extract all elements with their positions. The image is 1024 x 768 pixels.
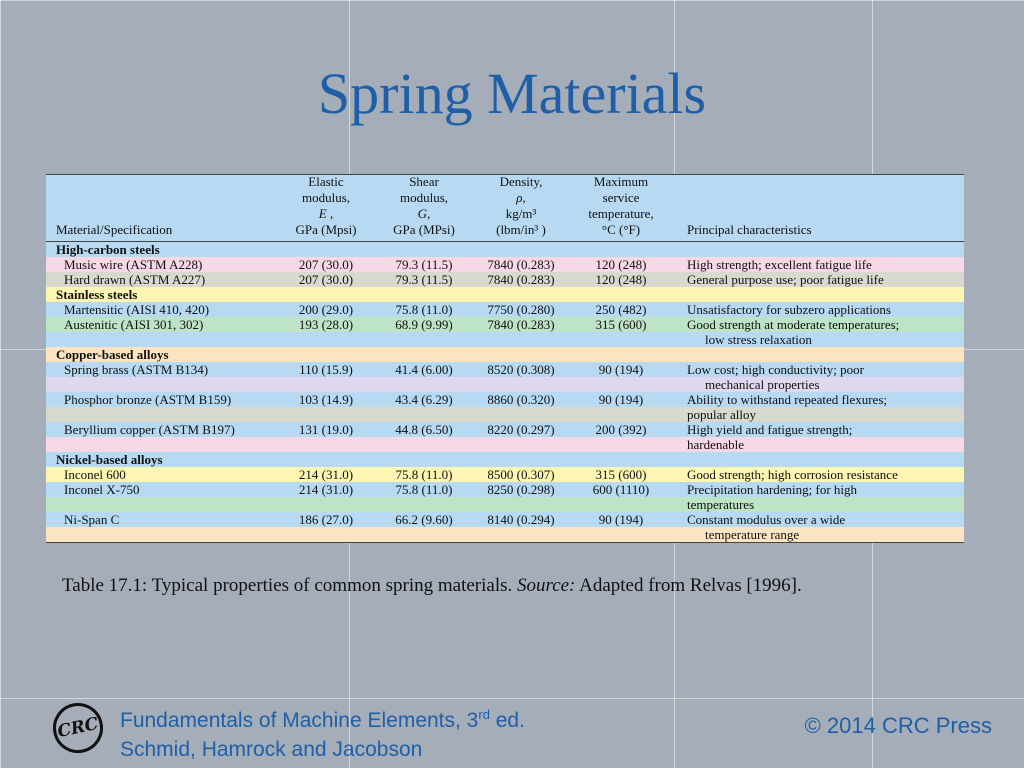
table-category-row: [46, 242, 964, 257]
density-cell: 8220 (0.297): [487, 422, 555, 437]
max-temperature-cell: 90 (194): [598, 392, 644, 407]
shear-modulus-cell: 79.3 (11.5): [395, 257, 453, 272]
principal-characteristics-continued: temperature range: [705, 527, 800, 542]
elastic-modulus-cell: 186 (27.0): [298, 512, 354, 527]
shear-modulus-cell: 44.8 (6.50): [395, 422, 453, 437]
principal-characteristics-cell: Good strength; high corrosion resistance: [687, 467, 898, 482]
density-cell: 8860 (0.320): [487, 392, 555, 407]
table-row: [46, 332, 964, 347]
max-temperature-cell: 90 (194): [598, 512, 644, 527]
material-cell: Ni-Span C: [64, 512, 120, 527]
material-cell: Spring brass (ASTM B134): [64, 362, 209, 377]
density-cell: 8500 (0.307): [487, 467, 555, 482]
principal-characteristics-cell: Good strength at moderate temperatures;: [687, 317, 900, 332]
shear-modulus-cell: 68.9 (9.99): [395, 317, 453, 332]
max-temperature-cell: 90 (194): [598, 362, 644, 377]
principal-characteristics-continued: hardenable: [687, 437, 745, 452]
elastic-modulus-cell: 207 (30.0): [298, 257, 354, 272]
material-cell: Inconel 600: [64, 467, 126, 482]
category-label: Copper-based alloys: [56, 347, 169, 362]
copyright-notice: © 2014 CRC Press: [804, 713, 992, 738]
density-cell: 7750 (0.280): [487, 302, 555, 317]
table-row: [46, 407, 964, 422]
shear-modulus-cell: 75.8 (11.0): [395, 482, 453, 497]
principal-characteristics-cell: Ability to withstand repeated flexures;: [687, 392, 888, 407]
material-cell: Beryllium copper (ASTM B197): [64, 422, 235, 437]
elastic-modulus-cell: 110 (15.9): [299, 362, 353, 377]
max-temperature-cell: 120 (248): [595, 257, 647, 272]
principal-characteristics-cell: Unsatisfactory for subzero applications: [687, 302, 891, 317]
header-material: Material/Specification: [56, 222, 173, 237]
shear-modulus-cell: 79.3 (11.5): [395, 272, 453, 287]
density-cell: 7840 (0.283): [487, 257, 555, 272]
max-temperature-cell: 200 (392): [595, 422, 647, 437]
shear-modulus-cell: 43.4 (6.29): [395, 392, 453, 407]
category-label: Nickel-based alloys: [56, 452, 163, 467]
table-row: [46, 392, 964, 407]
material-cell: Hard drawn (ASTM A227): [64, 272, 206, 287]
principal-characteristics-continued: popular alloy: [687, 407, 756, 422]
table-row: [46, 362, 964, 377]
slide-title: Spring Materials: [317, 61, 707, 126]
principal-characteristics-cell: Precipitation hardening; for high: [687, 482, 858, 497]
material-cell: Phosphor bronze (ASTM B159): [64, 392, 232, 407]
crc-logo: CRC: [48, 698, 107, 757]
principal-characteristics-cell: High strength; excellent fatigue life: [687, 257, 872, 272]
table-row: [46, 482, 964, 497]
header-shear-modulus: Shear modulus, G, GPa (MPsi): [393, 174, 455, 237]
spring-materials-table: [46, 174, 964, 543]
table-row: [46, 257, 964, 272]
shear-modulus-cell: 41.4 (6.00): [395, 362, 453, 377]
density-cell: 8250 (0.298): [487, 482, 555, 497]
table-category-row: [46, 452, 964, 467]
footer-book-info: [120, 700, 525, 764]
shear-modulus-cell: 66.2 (9.60): [395, 512, 453, 527]
table-row: [46, 317, 964, 332]
header-elastic-modulus: Elastic modulus, E , GPa (Mpsi): [295, 174, 357, 237]
footer-book-title: Fundamentals of Machine Elements, 3rd ed.: [120, 707, 525, 732]
header-max-temperature: Maximum service temperature, °C (°F): [588, 174, 654, 237]
max-temperature-cell: 600 (1110): [592, 482, 650, 497]
principal-characteristics-continued: low stress relaxation: [705, 332, 812, 347]
elastic-modulus-cell: 214 (31.0): [298, 482, 354, 497]
principal-characteristics-continued: temperatures: [687, 497, 755, 512]
density-cell: 7840 (0.283): [487, 317, 555, 332]
table-caption: Table 17.1: Typical properties of common spring materials. Source: Adapted from Relvas [1996].: [62, 575, 802, 596]
table-category-row: [46, 347, 964, 362]
table-row: [46, 497, 964, 512]
max-temperature-cell: 315 (600): [595, 317, 647, 332]
material-cell: Martensitic (AISI 410, 420): [64, 302, 210, 317]
material-cell: Music wire (ASTM A228): [64, 257, 203, 272]
elastic-modulus-cell: 193 (28.0): [298, 317, 354, 332]
table-row: [46, 512, 964, 527]
density-cell: 8520 (0.308): [487, 362, 555, 377]
principal-characteristics-cell: General purpose use; poor fatigue life: [687, 272, 884, 287]
elastic-modulus-cell: 214 (31.0): [298, 467, 354, 482]
table-row: [46, 377, 964, 392]
max-temperature-cell: 120 (248): [595, 272, 647, 287]
header-density: Density, ρ, kg/m³ (lbm/in³ ): [496, 174, 546, 237]
table-row: [46, 272, 964, 287]
category-label: High-carbon steels: [56, 242, 160, 257]
shear-modulus-cell: 75.8 (11.0): [395, 467, 453, 482]
elastic-modulus-cell: 131 (19.0): [298, 422, 354, 437]
max-temperature-cell: 250 (482): [595, 302, 647, 317]
principal-characteristics-cell: Constant modulus over a wide: [687, 512, 846, 527]
table-category-row: [46, 287, 964, 302]
material-cell: Inconel X-750: [64, 482, 140, 497]
table-row: [46, 467, 964, 482]
table-row: [46, 527, 964, 542]
table-body: [46, 242, 964, 542]
category-label: Stainless steels: [56, 287, 138, 302]
material-cell: Austenitic (AISI 301, 302): [64, 317, 204, 332]
elastic-modulus-cell: 200 (29.0): [298, 302, 354, 317]
elastic-modulus-cell: 207 (30.0): [298, 272, 354, 287]
density-cell: 7840 (0.283): [487, 272, 555, 287]
principal-characteristics-cell: Low cost; high conductivity; poor: [687, 362, 864, 377]
shear-modulus-cell: 75.8 (11.0): [395, 302, 453, 317]
footer-authors: Schmid, Hamrock and Jacobson: [120, 738, 423, 761]
table-row: [46, 422, 964, 437]
table-header: [46, 175, 964, 242]
density-cell: 8140 (0.294): [487, 512, 555, 527]
principal-characteristics-cell: High yield and fatigue strength;: [687, 422, 853, 437]
table-row: [46, 302, 964, 317]
header-principal-characteristics: Principal characteristics: [687, 222, 812, 237]
principal-characteristics-continued: mechanical properties: [705, 377, 820, 392]
elastic-modulus-cell: 103 (14.9): [298, 392, 354, 407]
max-temperature-cell: 315 (600): [595, 467, 647, 482]
table-row: [46, 437, 964, 452]
